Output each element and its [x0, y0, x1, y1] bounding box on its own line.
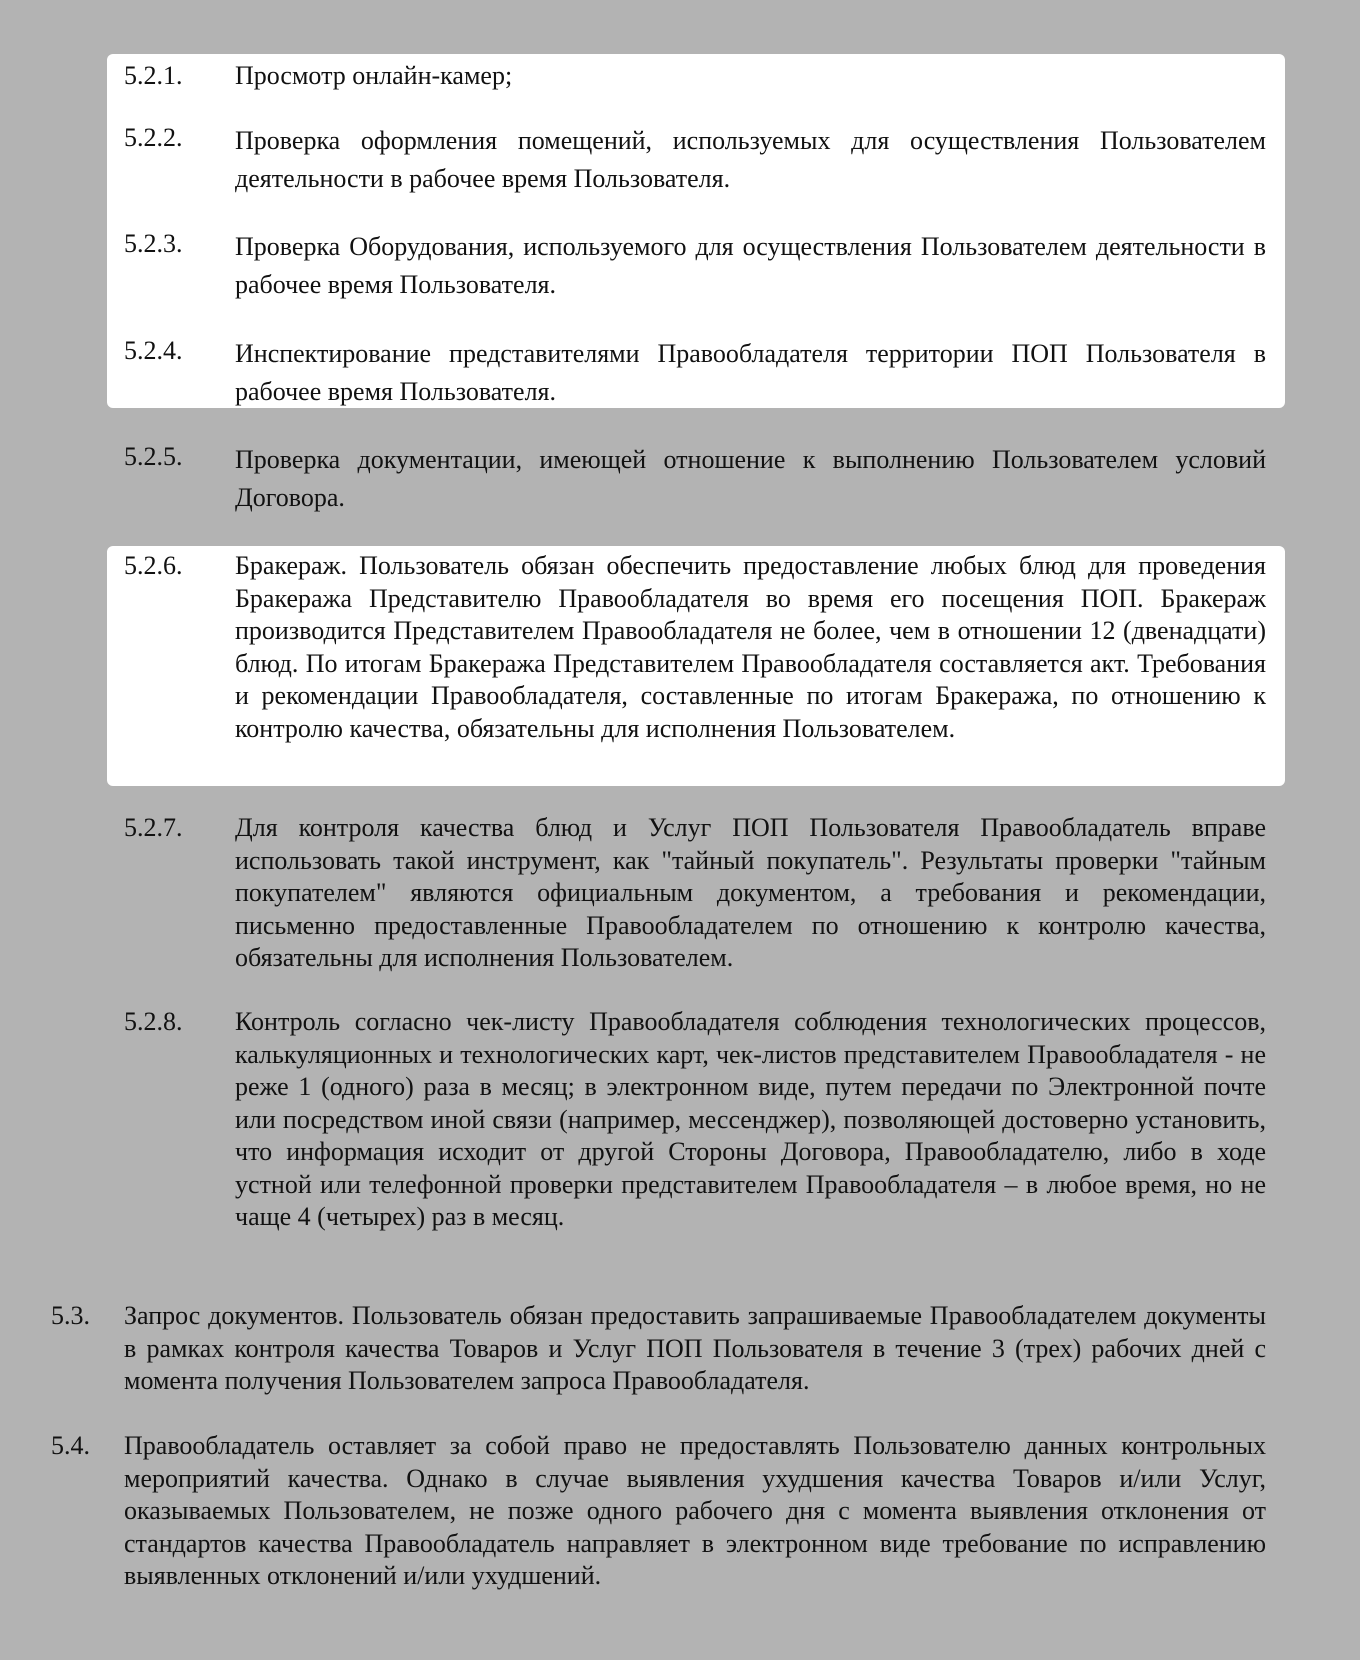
clause-text: Запрос документов. Пользователь обязан предоставить запрашиваемые Правообладателем документы в рамках контроля качества Товаров и Услуг ПОП Пользователя в течение 3 (трех) рабочих дней с момента получения Пользователем запроса Правообладателя. — [124, 1301, 1266, 1395]
clause-number: 5.2.1. — [124, 61, 183, 90]
clause-number: 5.2.5. — [124, 442, 183, 471]
clause-text: Бракераж. Пользователь обязан обеспечить предоставление любых блюд для проведения Бракеража Представителю Правообладателя во время его посещения ПОП. Бракераж производится Представителем Правообладателя не более, чем в отношении 12 (двенадцати) блюд. По итогам Бракеража Представителем Правообладателя составляется акт. Требования и рекомендации Правообладателя, составленные по итогам Бракеража, по отношению к контролю качества, обязательны для исполнения Пользователем. — [235, 551, 1266, 743]
clause-number: 5.2.7. — [124, 813, 183, 842]
clause-number: 5.2.2. — [124, 123, 183, 152]
clause-number: 5.3. — [51, 1301, 90, 1330]
clause-number: 5.2.3. — [124, 229, 183, 258]
clause-text: Проверка документации, имеющей отношение к выполнению Пользователем условий Договора. — [235, 445, 1266, 512]
clause-text: Проверка Оборудования, используемого для осуществления Пользователем деятельности в рабочее время Пользователя. — [235, 232, 1266, 299]
clause-text: Правообладатель оставляет за собой право не предоставлять Пользователю данных контрольных мероприятий качества. Однако в случае выявления ухудшения качества Товаров и/или Услуг, оказываемых Пользователем, не позже одного рабочего дня с момента выявления отклонения от стандартов качества Правообладатель направляет в электронном виде требование по исправлению выявленных отклонений и/или ухудшений. — [124, 1431, 1266, 1590]
clause-number: 5.2.4. — [124, 336, 183, 365]
clause-text: Проверка оформления помещений, используемых для осуществления Пользователем деятельности в рабочее время Пользователя. — [235, 126, 1266, 193]
clause-text: Для контроля качества блюд и Услуг ПОП Пользователя Правообладатель вправе использовать такой инструмент, как "тайный покупатель". Результаты проверки "тайным покупателем" являются официальным документом, а требования и рекомендации, письменно предоставленные Правообладателем по отношению к контролю качества, обязательны для исполнения Пользователем. — [235, 813, 1266, 972]
clause-number: 5.4. — [51, 1431, 90, 1460]
clause-text: Контроль согласно чек-листу Правообладателя соблюдения технологических процессов, калькуляционных и технологических карт, чек-листов представителем Правообладателя - не реже 1 (одного) раза в месяц; в электронном виде, путем передачи по Электронной почте или посредством иной связи (например, мессенджер), позволяющей достоверно установить, что информация исходит от другой Стороны Договора, Правообладателю, либо в ходе устной или телефонной проверки представителем Правообладателя – в любое время, но не чаще 4 (четырех) раз в месяц. — [235, 1007, 1266, 1231]
clause-number: 5.2.8. — [124, 1007, 183, 1036]
clause-text: Инспектирование представителями Правообладателя территории ПОП Пользователя в рабочее время Пользователя. — [235, 339, 1266, 406]
clause-text: Просмотр онлайн-камер; — [235, 61, 513, 90]
clause-number: 5.2.6. — [124, 551, 183, 580]
